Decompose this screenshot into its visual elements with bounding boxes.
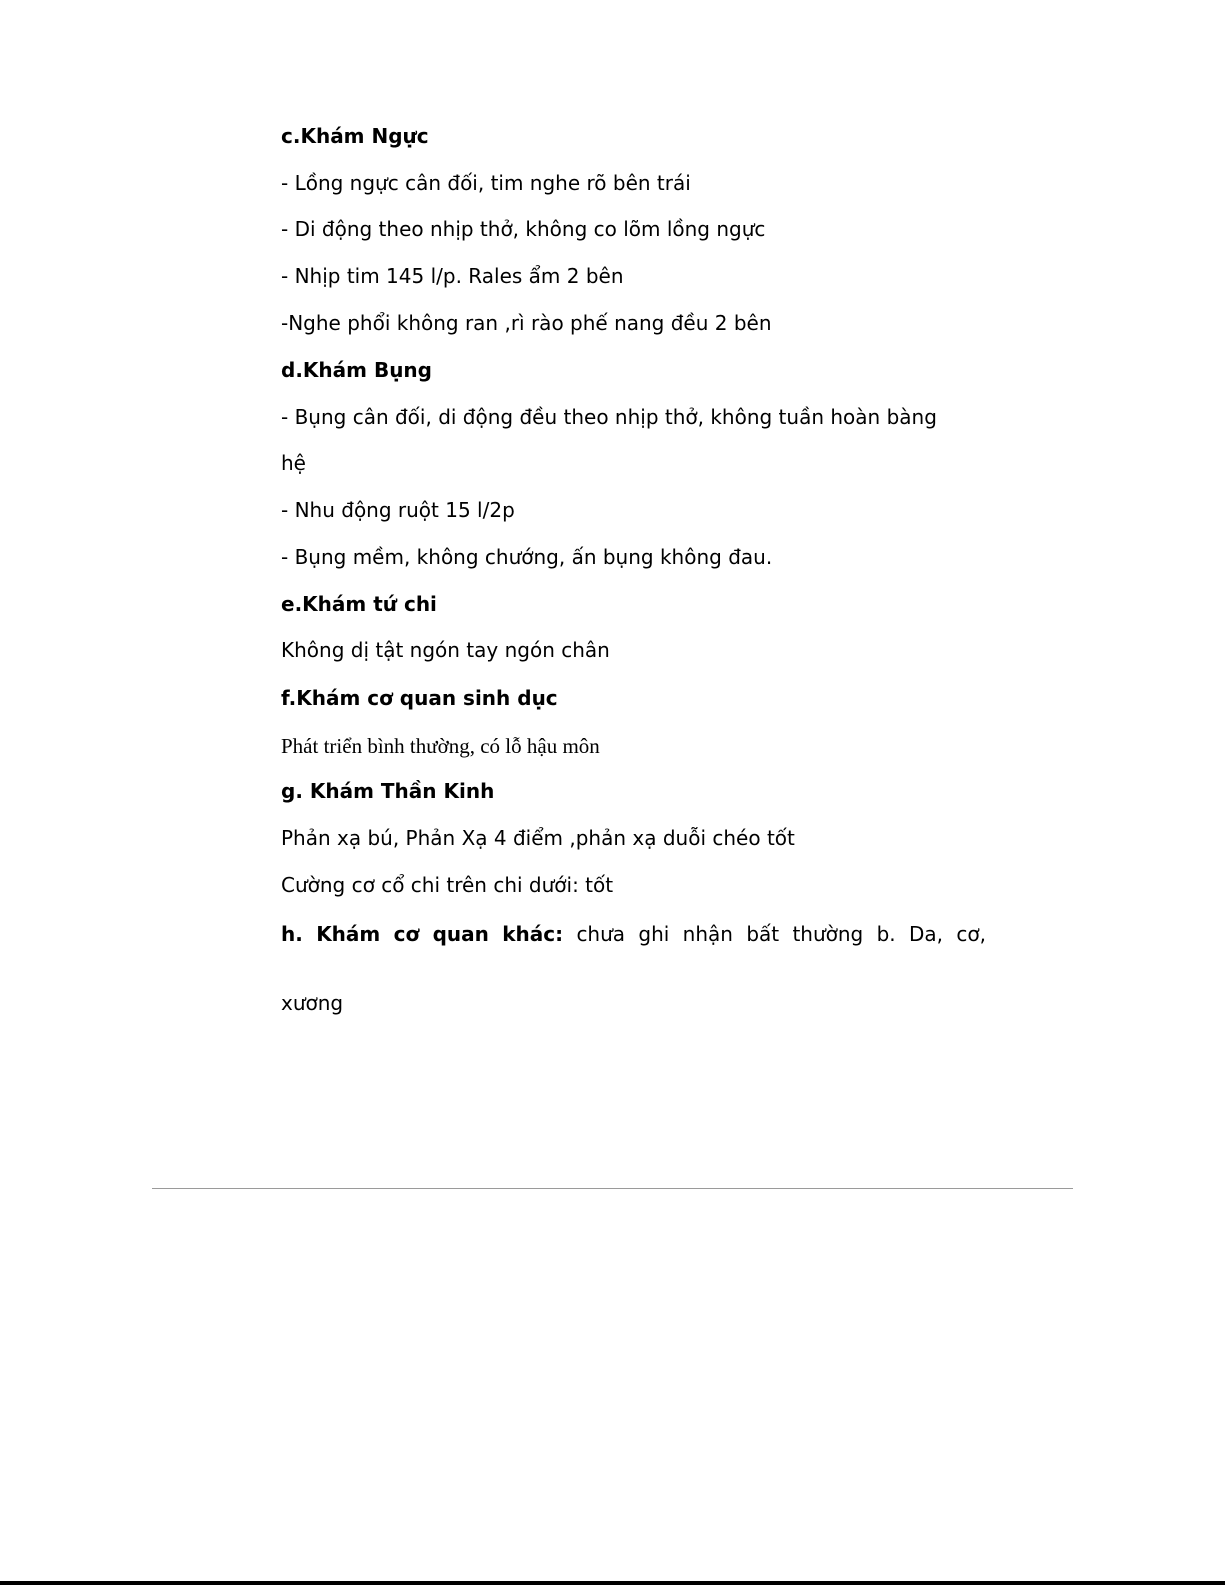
other-organs-word: quan (432, 922, 489, 946)
limbs-line-1: Không dị tật ngón tay ngón chân (281, 638, 610, 662)
page-bottom-edge (0, 1581, 1225, 1585)
section-heading-limbs: e.Khám tứ chi (281, 592, 437, 616)
chest-line-4: -Nghe phổi không ran ,rì rào phế nang đều 2 bên (281, 311, 772, 335)
section-heading-abdomen: d.Khám Bụng (281, 358, 432, 382)
other-organs-line (281, 922, 986, 946)
genitals-line-1: Phát triển bình thường, có lỗ hậu môn (281, 734, 600, 758)
other-organs-word: Da, (909, 922, 944, 946)
other-organs-word: cơ, (956, 922, 986, 946)
other-organs-word: nhận (682, 922, 733, 946)
other-organs-word: khác: (502, 922, 564, 946)
neuro-line-1: Phản xạ bú, Phản Xạ 4 điểm ,phản xạ duỗi chéo tốt (281, 826, 795, 850)
other-organs-word: ghi (638, 922, 670, 946)
other-organs-word: chưa (576, 922, 626, 946)
other-organs-word: thường (792, 922, 864, 946)
abdomen-line-2: - Nhu động ruột 15 l/2p (281, 498, 515, 522)
chest-line-2: - Di động theo nhịp thở, không co lõm lồng ngực (281, 217, 766, 241)
other-organs-line-tail: xương (281, 991, 344, 1015)
chest-line-1: - Lồng ngực cân đối, tim nghe rõ bên trái (281, 171, 691, 195)
other-organs-word: b. (876, 922, 896, 946)
chest-line-3: - Nhịp tim 145 l/p. Rales ẩm 2 bên (281, 264, 624, 288)
other-organs-word: cơ (393, 922, 420, 946)
section-heading-neuro: g. Khám Thần Kinh (281, 779, 495, 803)
neuro-line-2: Cường cơ cổ chi trên chi dưới: tốt (281, 873, 614, 897)
page-divider (152, 1188, 1073, 1189)
section-heading-chest: c.Khám Ngực (281, 124, 429, 148)
other-organs-word: h. (281, 922, 303, 946)
other-organs-word: Khám (316, 922, 381, 946)
abdomen-line-3: - Bụng mềm, không chướng, ấn bụng không đau. (281, 545, 773, 569)
abdomen-line-1b: hệ (281, 451, 306, 475)
section-heading-genitals: f.Khám cơ quan sinh dục (281, 686, 558, 710)
other-organs-word: bất (746, 922, 780, 946)
abdomen-line-1a: - Bụng cân đối, di động đều theo nhịp thở, không tuần hoàn bàng (281, 405, 937, 429)
